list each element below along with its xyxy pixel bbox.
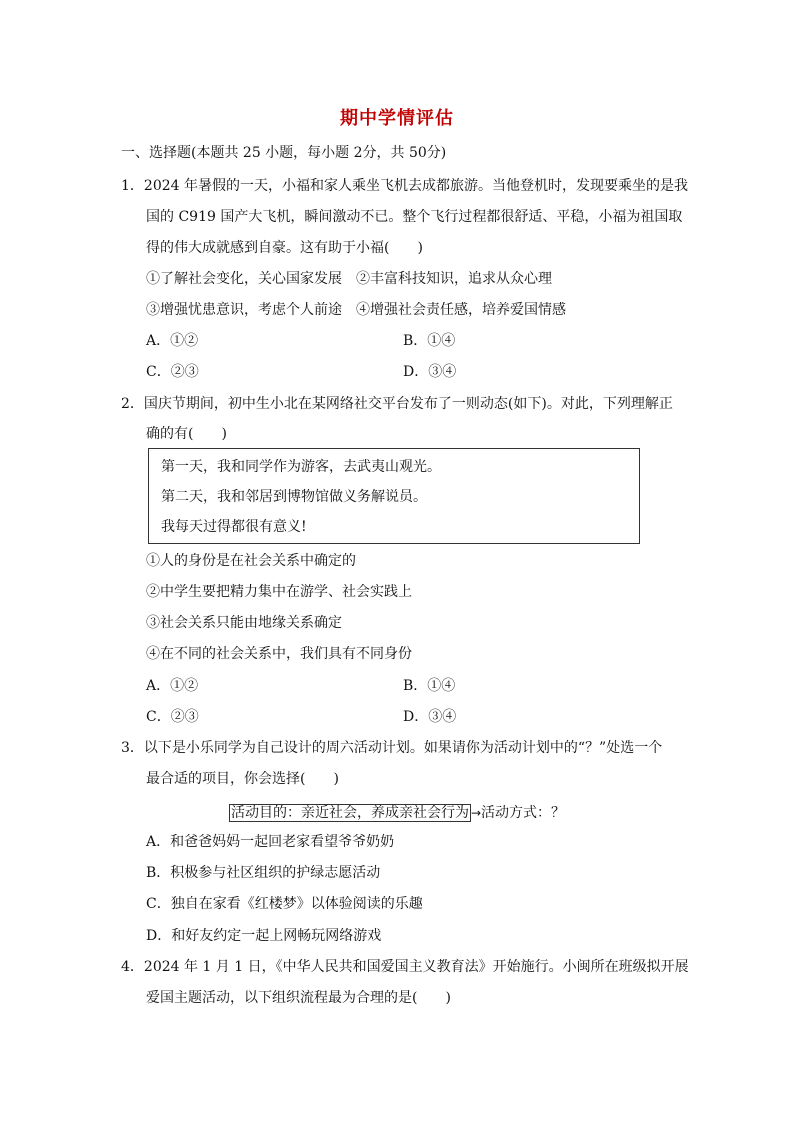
q2-statement: ①人的身份是在社会关系中确定的	[146, 553, 356, 569]
q1-stem-line: 1．2024 年暑假的一天，小福和家人乘坐飞机去成都旅游。当他登机时，发现要乘坐的是我	[121, 178, 688, 194]
q2-post-box	[148, 448, 640, 544]
q2-post-line: 第一天，我和同学作为游客，去武夷山观光。	[161, 459, 441, 475]
q2-option-a: A．①②	[146, 678, 199, 694]
q2-statement: ③社会关系只能由地缘关系确定	[146, 615, 342, 631]
q1-statement: ③增强忧患意识，考虑个人前途 ④增强社会责任感，培养爱国情感	[146, 302, 566, 318]
q3-option-a: A．和爸爸妈妈一起回老家看望爷爷奶奶	[146, 834, 395, 850]
q3-stem-line: 3．以下是小乐同学为自己设计的周六活动计划。如果请你为活动计划中的“？”处选一个	[121, 740, 663, 756]
q1-stem-line: 得的伟大成就感到自豪。这有助于小福( )	[146, 240, 423, 256]
q1-option-b: B．①④	[403, 333, 456, 349]
q1-stem-line: 国的 C919 国产大飞机，瞬间激动不已。整个飞行过程都很舒适、平稳，小福为祖国取	[146, 209, 683, 225]
q2-option-d: D．③④	[403, 709, 457, 725]
q1-option-d: D．③④	[403, 364, 457, 380]
arrow-right-icon: →	[470, 806, 482, 820]
q3-activity-plan	[0, 803, 794, 823]
q3-option-c: C．独自在家看《红楼梦》以体验阅读的乐趣	[146, 896, 423, 912]
q3-plan-method: 活动方式：？	[481, 805, 566, 821]
q2-stem-line: 2．国庆节期间，初中生小北在某网络社交平台发布了一则动态(如下)。对此，下列理解正	[121, 396, 673, 412]
q1-option-a: A．①②	[146, 333, 199, 349]
q2-option-b: B．①④	[403, 678, 456, 694]
section-heading: 一、选择题(本题共 25 小题，每小题 2分，共 50分)	[121, 145, 447, 161]
q3-option-d: D．和好友约定一起上网畅玩网络游戏	[146, 928, 382, 944]
q4-stem-line: 4．2024 年 1 月 1 日，《中华人民共和国爱国主义教育法》开始施行。小闽所在班级拟开展	[121, 959, 689, 975]
q2-post-line: 第二天，我和邻居到博物馆做义务解说员。	[161, 489, 427, 505]
q2-statement: ②中学生要把精力集中在游学、社会实践上	[146, 584, 412, 600]
q3-stem-line: 最合适的项目，你会选择( )	[146, 771, 339, 787]
q3-plan-goal: 活动目的：亲近社会，养成亲社会行为	[230, 805, 469, 821]
q3-option-b: B．积极参与社区组织的护绿志愿活动	[146, 865, 381, 881]
q2-option-c: C．②③	[146, 709, 199, 725]
q1-option-c: C．②③	[146, 364, 199, 380]
page-title: 期中学情评估	[340, 108, 454, 129]
q2-stem-line: 确的有( )	[146, 426, 227, 442]
q1-statement: ①了解社会变化，关心国家发展 ②丰富科技知识，追求从众心理	[146, 271, 552, 287]
q2-statement: ④在不同的社会关系中，我们具有不同身份	[146, 646, 412, 662]
q4-stem-line: 爱国主题活动，以下组织流程最为合理的是( )	[146, 990, 451, 1006]
q2-post-line: 我每天过得都很有意义!	[161, 519, 307, 535]
